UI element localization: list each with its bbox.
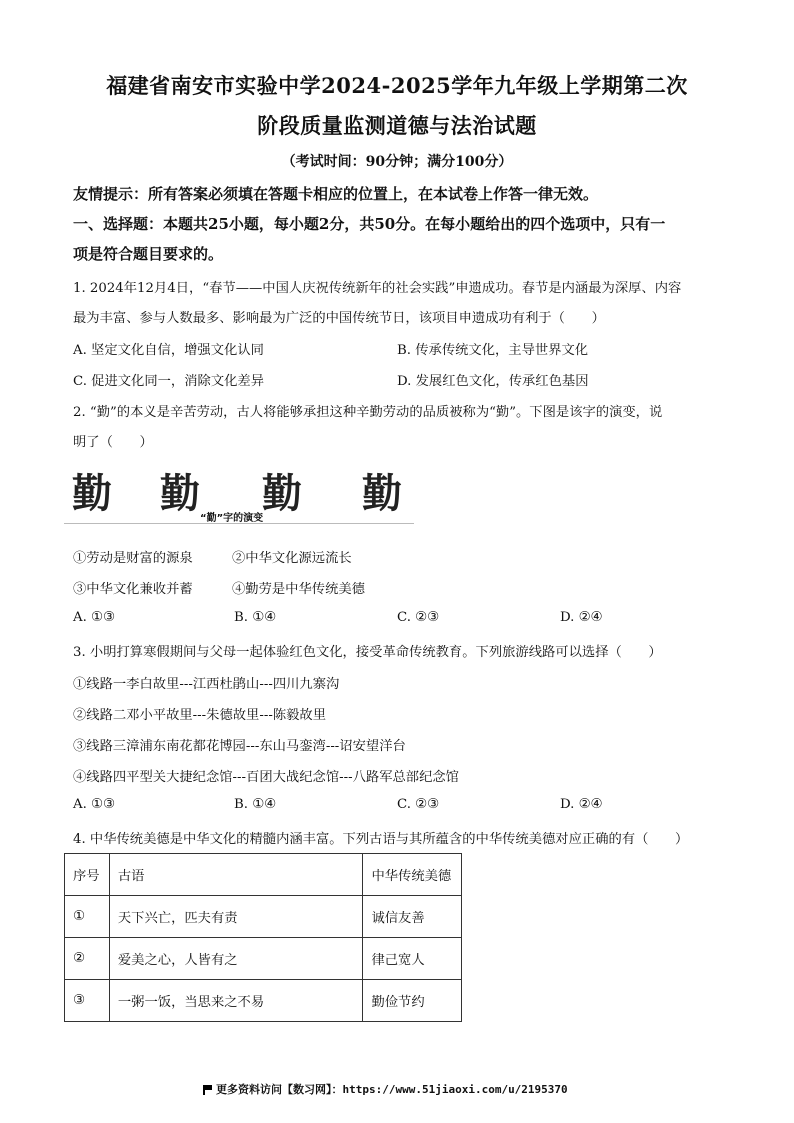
glyph-clerical-script: 勤: [262, 470, 302, 517]
table-cell: 勤俭节约: [363, 980, 462, 1022]
q2-statement-2: ②中华文化源远流长: [232, 551, 352, 566]
q1-stem-line1: 1. 2024年12月4日，“春节——中国人庆祝传统新年的社会实践”申遗成功。春节是内涵最为深厚、内容: [73, 281, 682, 296]
section1-line1: 一、选择题：本题共25小题，每小题2分，共50分。在每小题给出的四个选项中，只有一: [73, 215, 666, 233]
exam-title-line1: 福建省南安市实验中学2024-2025学年九年级上学期第二次: [106, 73, 688, 98]
table-cell: 爱美之心，人皆有之: [109, 938, 363, 980]
q3-stem: 3. 小明打算寒假期间与父母一起体验红色文化，接受革命传统教育。下列旅游线路可以选择（ ）: [73, 645, 662, 660]
q1-option-b: B. 传承传统文化，主导世界文化: [397, 343, 589, 358]
q2-stem-line2: 明了（ ）: [73, 435, 153, 450]
glyph-regular-script: 勤: [362, 470, 402, 517]
q3-route-4: ④线路四平型关大捷纪念馆---百团大战纪念馆---八路军总部纪念馆: [73, 770, 459, 785]
table-header-cell: 序号: [65, 854, 110, 896]
q1-option-c: C. 促进文化同一，消除文化差异: [73, 374, 265, 389]
q2-option-b: B. ①④: [234, 610, 277, 625]
q3-route-3: ③线路三漳浦东南花都花博园---东山马銮湾---诏安望洋台: [73, 739, 406, 754]
q2-statement-3: ③中华文化兼收并蓄: [73, 582, 193, 597]
section1-line2: 项是符合题目要求的。: [73, 245, 224, 263]
glyph-oracle-bone: 勤: [72, 470, 112, 517]
caption-divider: [64, 523, 414, 524]
table-cell: 律己宽人: [363, 938, 462, 980]
q2-stem-line1: 2. “勤”的本义是辛苦劳动，古人将能够承担这种辛勤劳动的品质被称为“勤”。下图是该字的演变，说: [73, 405, 663, 420]
q2-option-c: C. ②③: [397, 610, 439, 625]
q3-route-2: ②线路二邓小平故里---朱德故里---陈毅故里: [73, 708, 327, 723]
glyph-evolution-caption: “勤”字的演变: [200, 513, 264, 524]
table-cell: ③: [65, 980, 110, 1022]
q3-option-a: A. ①③: [73, 797, 115, 812]
q3-option-d: D. ②④: [560, 797, 603, 812]
q1-option-a: A. 坚定文化自信，增强文化认同: [73, 343, 264, 358]
table-header-cell: 中华传统美德: [363, 854, 462, 896]
exam-title-line2: 阶段质量监测道德与法治试题: [257, 113, 537, 138]
table-cell: 天下兴亡，匹夫有责: [109, 896, 363, 938]
table-row: [65, 896, 462, 938]
q3-route-1: ①线路一李白故里---江西杜鹃山---四川九寨沟: [73, 677, 340, 692]
table-row: [65, 938, 462, 980]
q1-option-d: D. 发展红色文化，传承红色基因: [397, 374, 589, 389]
table-cell: 一粥一饭，当思来之不易: [109, 980, 363, 1022]
table-cell: ②: [65, 938, 110, 980]
q4-stem: 4. 中华传统美德是中华文化的精髓内涵丰富。下列古语与其所蕴含的中华传统美德对应正确的有（ ）: [73, 832, 689, 847]
q3-option-b: B. ①④: [234, 797, 277, 812]
table-row: [65, 980, 462, 1022]
table-cell: 诚信友善: [363, 896, 462, 938]
exam-info: （考试时间：90分钟；满分100分）: [281, 154, 513, 170]
q1-stem-line2: 最为丰富、参与人数最多、影响最为广泛的中国传统节日，该项目申遗成功有利于（ ）: [73, 311, 605, 326]
table-header-row: [65, 854, 462, 896]
virtue-table: [64, 853, 462, 1022]
q3-option-c: C. ②③: [397, 797, 439, 812]
glyph-seal-script: 勤: [160, 470, 200, 517]
footer-link[interactable]: [202, 1081, 568, 1097]
flag-icon: [202, 1085, 212, 1095]
q2-option-d: D. ②④: [560, 610, 603, 625]
table-cell: ①: [65, 896, 110, 938]
footer-text[interactable]: 更多资料访问【数习网】：https://www.51jiaoxi.com/u/2195370: [216, 1083, 568, 1096]
table-header-cell: 古语: [109, 854, 363, 896]
q2-statement-1: ①劳动是财富的源泉: [73, 551, 193, 566]
notice: 友情提示：所有答案必须填在答题卡相应的位置上，在本试卷上作答一律无效。: [73, 185, 599, 203]
q2-statement-4: ④勤劳是中华传统美德: [232, 582, 365, 597]
q2-option-a: A. ①③: [73, 610, 115, 625]
